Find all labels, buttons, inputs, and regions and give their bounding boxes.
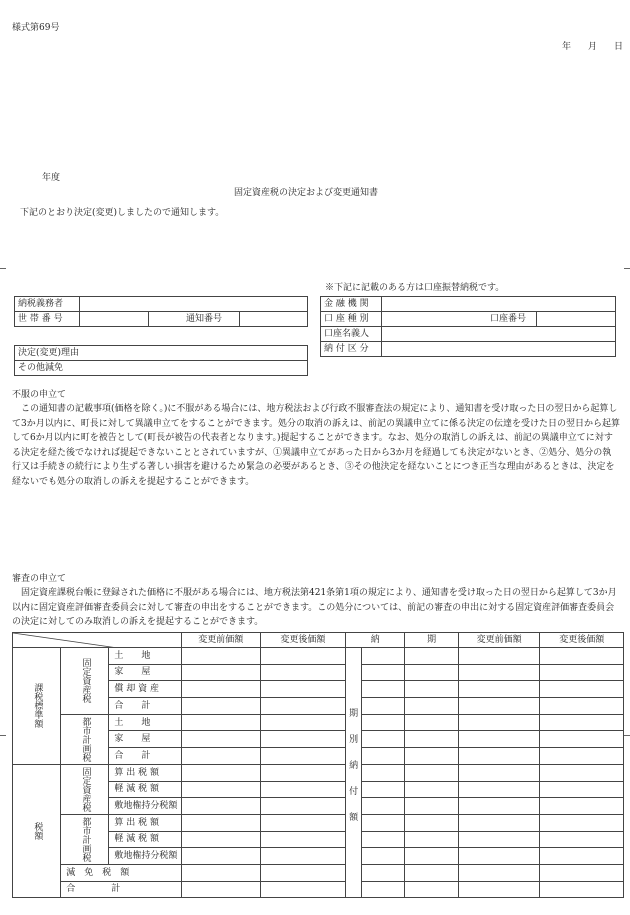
row-label: 合 計 [109, 698, 181, 715]
value-after [260, 781, 345, 798]
table-body [13, 648, 624, 898]
value-after [260, 798, 345, 815]
value-before-2 [458, 748, 540, 765]
value-after [260, 814, 345, 831]
value-after [260, 698, 345, 715]
value-before [181, 731, 260, 748]
reason-table [14, 345, 308, 376]
standard-group-label: 課税標準額 [13, 648, 61, 765]
objection-heading: 不服の申立て [12, 390, 67, 400]
value-before-2 [458, 681, 540, 698]
std-city-sub-label: 都市計画税 [61, 714, 109, 764]
date-field: 年 月 日 [562, 42, 628, 52]
value-before [181, 664, 260, 681]
bank-value [382, 297, 616, 312]
value-after [260, 731, 345, 748]
table-row [13, 648, 624, 665]
value-before-2 [458, 864, 540, 881]
col-period: 期 [405, 633, 458, 648]
review-body: 固定資産課税台帳に登録された価格に不服がある場合には、地方税法第421条第1項の規定により、通知書を受け取った日の翌日から起算して3か月以内に固定資産評価審査委員会に対して審査の申出をすることができます。この処分については、前記の審査の申出に対する固定資産評価審査委員会の決定に対してのみ取消しの訴えを提起することができます。 [12, 588, 617, 627]
review-heading: 審査の申立て [12, 574, 67, 584]
period-cell [362, 748, 405, 765]
period-cell [362, 664, 405, 681]
period-cell-2 [405, 681, 458, 698]
period-char: 期 [349, 709, 359, 719]
household-number-label: 世 帯 番 号 [15, 312, 80, 327]
period-cell [362, 864, 405, 881]
period-cell-2 [405, 864, 458, 881]
notice-number-value [240, 312, 308, 327]
payment-class-value [382, 342, 616, 357]
value-after [260, 664, 345, 681]
period-cell [362, 731, 405, 748]
value-before-2 [458, 848, 540, 865]
col-before-2: 変更前価額 [458, 633, 540, 648]
period-cell [362, 764, 405, 781]
bank-label: 金 融 機 関 [321, 297, 382, 312]
col-pay: 納 [346, 633, 405, 648]
period-char: 別 [349, 735, 359, 745]
period-cell-2 [405, 764, 458, 781]
household-number-spacer [149, 312, 184, 327]
tax-city-sub-label: 都市計画税 [61, 814, 109, 864]
value-before-2 [458, 814, 540, 831]
account-holder-value [382, 327, 616, 342]
row-label: 家 屋 [109, 731, 181, 748]
period-cell-2 [405, 848, 458, 865]
value-after-2 [540, 864, 624, 881]
row-label: 土 地 [109, 648, 181, 665]
value-before-2 [458, 664, 540, 681]
period-cell [362, 798, 405, 815]
tax-fixed-sub-label: 固定資産税 [61, 764, 109, 814]
tax-group-label: 税額 [13, 764, 61, 898]
cut-mark-left-bottom [0, 735, 6, 736]
period-cell-2 [405, 814, 458, 831]
period-cell-2 [405, 831, 458, 848]
row-label: 軽 減 税 額 [109, 831, 181, 848]
period-cell [362, 781, 405, 798]
period-cell [362, 648, 405, 665]
value-after-2 [540, 748, 624, 765]
value-after [260, 714, 345, 731]
value-after [260, 881, 345, 898]
bank-transfer-note: ※下記に記載のある方は口座振替納税です。 [325, 283, 505, 293]
period-cell [362, 681, 405, 698]
row-label: 算 出 税 額 [109, 764, 181, 781]
value-before [181, 848, 260, 865]
account-holder-label: 口座名義人 [321, 327, 382, 342]
value-after-2 [540, 881, 624, 898]
other-reduction-label: その他減免 [15, 361, 308, 376]
table-row [13, 714, 624, 731]
period-cell [362, 814, 405, 831]
value-after-2 [540, 798, 624, 815]
bank-table [320, 296, 616, 357]
period-char: 付 [349, 787, 359, 797]
row-label: 家 屋 [109, 664, 181, 681]
value-after-2 [540, 731, 624, 748]
table-row [13, 764, 624, 781]
document-title: 固定資産税の決定および変更通知書 [234, 188, 379, 198]
taxpayer-label: 納税義務者 [15, 297, 80, 312]
std-fixed-sub-label: 固定資産税 [61, 648, 109, 715]
account-number-value [537, 312, 616, 327]
intro-text: 下記のとおり決定(変更)しましたので通知します。 [20, 208, 225, 218]
value-before [181, 764, 260, 781]
row-label: 算 出 税 額 [109, 814, 181, 831]
value-before-2 [458, 881, 540, 898]
period-char: 額 [349, 813, 359, 823]
value-after-2 [540, 698, 624, 715]
value-after [260, 764, 345, 781]
value-before-2 [458, 764, 540, 781]
value-before [181, 681, 260, 698]
value-before-2 [458, 648, 540, 665]
period-cell-2 [405, 648, 458, 665]
period-cell [362, 848, 405, 865]
period-cell [362, 831, 405, 848]
table-row [13, 881, 624, 898]
value-before [181, 831, 260, 848]
col-after: 変更後価額 [260, 633, 345, 648]
value-before [181, 648, 260, 665]
period-cell-2 [405, 748, 458, 765]
value-before [181, 881, 260, 898]
value-before [181, 814, 260, 831]
period-cell [362, 698, 405, 715]
fiscal-year-label: 年度 [42, 173, 61, 183]
row-label: 減 免 税 額 [61, 864, 182, 881]
diagonal-line [13, 633, 118, 648]
value-after [260, 681, 345, 698]
period-cell-2 [405, 664, 458, 681]
period-cell [362, 881, 405, 898]
form-number: 様式第69号 [12, 23, 60, 33]
value-after [260, 648, 345, 665]
value-after-2 [540, 681, 624, 698]
value-after-2 [540, 814, 624, 831]
period-cell-2 [405, 798, 458, 815]
value-after-2 [540, 714, 624, 731]
value-before-2 [458, 731, 540, 748]
value-after-2 [540, 764, 624, 781]
value-before [181, 698, 260, 715]
col-after-2: 変更後価額 [540, 633, 624, 648]
payment-class-label: 納 付 区 分 [321, 342, 382, 357]
value-before-2 [458, 831, 540, 848]
row-label: 合 計 [61, 881, 182, 898]
value-before [181, 748, 260, 765]
value-after-2 [540, 664, 624, 681]
table-row [13, 864, 624, 881]
taxpayer-value [80, 297, 308, 312]
table-row [13, 814, 624, 831]
account-type-label: 口 座 種 別 [321, 312, 382, 327]
value-after-2 [540, 648, 624, 665]
notice-number-label: 通知番号 [183, 312, 240, 327]
account-number-label: 口座番号 [480, 312, 537, 327]
row-label: 敷地権持分税額 [109, 798, 181, 815]
period-cell-2 [405, 698, 458, 715]
period-cell [362, 714, 405, 731]
period-cell-2 [405, 881, 458, 898]
taxpayer-table [14, 296, 308, 327]
row-label: 軽 減 税 額 [109, 781, 181, 798]
value-before [181, 781, 260, 798]
account-type-value [382, 312, 481, 327]
row-label: 土 地 [109, 714, 181, 731]
value-after [260, 748, 345, 765]
value-after [260, 831, 345, 848]
value-after-2 [540, 831, 624, 848]
period-char: 納 [349, 761, 359, 771]
period-cell-2 [405, 731, 458, 748]
value-before [181, 864, 260, 881]
col-before: 変更前価額 [181, 633, 260, 648]
value-before [181, 798, 260, 815]
change-reason-label: 決定(変更)理由 [15, 346, 308, 361]
value-before-2 [458, 798, 540, 815]
period-cell-2 [405, 714, 458, 731]
value-before [181, 714, 260, 731]
value-after-2 [540, 781, 624, 798]
row-label: 償 却 資 産 [109, 681, 181, 698]
cut-mark-right-bottom [624, 735, 630, 736]
period-cell-2 [405, 781, 458, 798]
value-after [260, 848, 345, 865]
value-after-2 [540, 848, 624, 865]
cut-mark-left-top [0, 268, 6, 269]
row-label: 敷地権持分税額 [109, 848, 181, 865]
corner-header [13, 633, 182, 648]
value-before-2 [458, 714, 540, 731]
value-after [260, 864, 345, 881]
objection-body: この通知書の記載事項(価格を除く。)に不服がある場合には、地方税法および行政不服審査法の規定により、通知書を受け取った日の翌日から起算して3か月以内に、町長に対して異議申立てをすることができます。処分の取消の訴えは、前記の異議申立てに係る決定の伝達を受けた日の翌日から起算して6か月以内に町を被告として(町長が被告の代表者となります。)提起することができます。なお、処分の取消しの訴えは、前記の異議申立てに対する決定を経た後でなければ提起できないこととされていますが、①異議申立てがあった日から3か月を経過しても決定がないとき、②処分、処分の執行又は手続きの続行により生ずる著しい損害を避けるため緊急の必要があるとき、③その他決定を経ないことにつき正当な理由があるときは、決定を経ないでも処分の取消しの訴えを提起することができます。 [12, 404, 621, 487]
cut-mark-right-top [624, 268, 630, 269]
assessment-table [12, 632, 624, 898]
period-payment-label [346, 648, 362, 898]
value-before-2 [458, 698, 540, 715]
row-label: 合 計 [109, 748, 181, 765]
household-number-value [80, 312, 149, 327]
value-before-2 [458, 781, 540, 798]
